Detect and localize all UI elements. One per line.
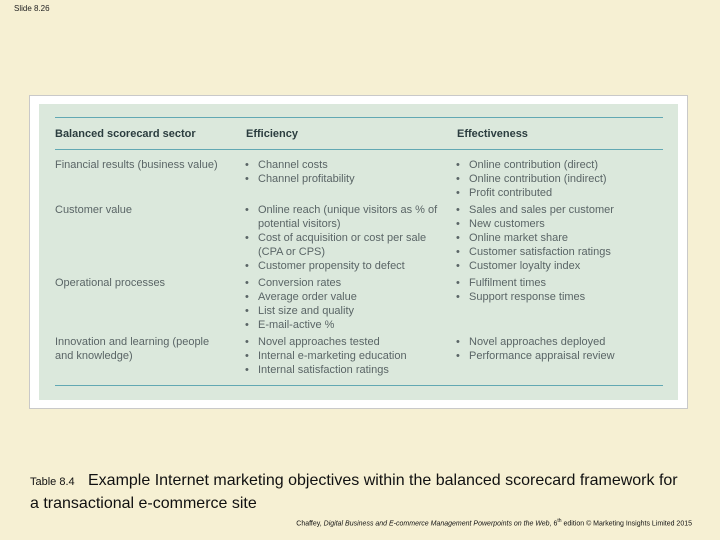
list-item: • Conversion rates	[245, 276, 450, 290]
row-operational-sector	[55, 276, 230, 290]
header-sector: Balanced scorecard sector	[55, 128, 196, 140]
list-item: • Internal e-marketing education	[245, 349, 450, 363]
row-financial-sector	[55, 158, 230, 172]
table-bottom-rule	[55, 385, 663, 386]
row-customer-sector	[55, 203, 230, 217]
list-item: • Cost of acquisition or cost per sale (CPA or CPS)	[245, 231, 450, 259]
list-item: • Performance appraisal review	[456, 349, 671, 363]
footer-citation	[296, 518, 692, 527]
footer-edition-number: 6	[553, 520, 558, 528]
footer-book-title: Digital Business and E-commerce Management Powerpoints on the Web,	[323, 520, 552, 528]
list-item: • Sales and sales per customer	[456, 203, 671, 217]
list-item: • Internal satisfaction ratings	[245, 363, 450, 377]
list-item: • List size and quality	[245, 304, 450, 318]
row-innovation-sector	[55, 335, 230, 363]
slide-number-label: Slide 8.26	[14, 4, 50, 13]
sector-label: Financial results (business value)	[55, 159, 218, 171]
table-image-frame	[29, 95, 688, 409]
list-item: • Online market share	[456, 231, 671, 245]
header-efficiency: Efficiency	[246, 128, 298, 140]
list-item: • Customer propensity to defect	[245, 259, 450, 273]
row-customer-efficiency	[245, 203, 450, 273]
table-caption	[30, 470, 690, 515]
list-item: • Novel approaches deployed	[456, 335, 671, 349]
list-item: • Online contribution (indirect)	[456, 172, 671, 186]
list-item: • Channel costs	[245, 158, 450, 172]
list-item: • Customer loyalty index	[456, 259, 671, 273]
sector-label: Innovation and learning (people and knowledge)	[55, 336, 210, 362]
list-item: • New customers	[456, 217, 671, 231]
row-operational-efficiency	[245, 276, 450, 332]
row-innovation-effectiveness	[456, 335, 671, 363]
list-item: • Customer satisfaction ratings	[456, 245, 671, 259]
balanced-scorecard-table	[39, 104, 678, 400]
sector-label: Customer value	[55, 204, 133, 216]
list-item: • Support response times	[456, 290, 671, 304]
row-innovation-efficiency	[245, 335, 450, 377]
footer-edition-suffix: th	[557, 518, 562, 524]
header-effectiveness: Effectiveness	[457, 128, 528, 140]
footer-author: Chaffey,	[296, 520, 324, 528]
list-item: • Channel profitability	[245, 172, 450, 186]
row-financial-efficiency	[245, 158, 450, 186]
table-header-rule	[55, 149, 663, 150]
sector-label: Operational processes	[55, 277, 166, 289]
list-item: • Profit contributed	[456, 186, 671, 200]
caption-label: Table 8.4	[30, 476, 75, 488]
list-item: • Novel approaches tested	[245, 335, 450, 349]
caption-text: Example Internet marketing objectives within the balanced scorecard framework for a transactional e-commerce site	[30, 472, 678, 512]
list-item: • Online contribution (direct)	[456, 158, 671, 172]
list-item: • Average order value	[245, 290, 450, 304]
list-item: • Fulfilment times	[456, 276, 671, 290]
list-item: • E-mail-active %	[245, 318, 450, 332]
row-financial-effectiveness	[456, 158, 671, 200]
footer-publisher: edition © Marketing Insights Limited 2015	[561, 520, 692, 528]
list-item: • Online reach (unique visitors as % of potential visitors)	[245, 203, 450, 231]
table-top-rule	[55, 117, 663, 118]
row-customer-effectiveness	[456, 203, 671, 273]
row-operational-effectiveness	[456, 276, 671, 304]
